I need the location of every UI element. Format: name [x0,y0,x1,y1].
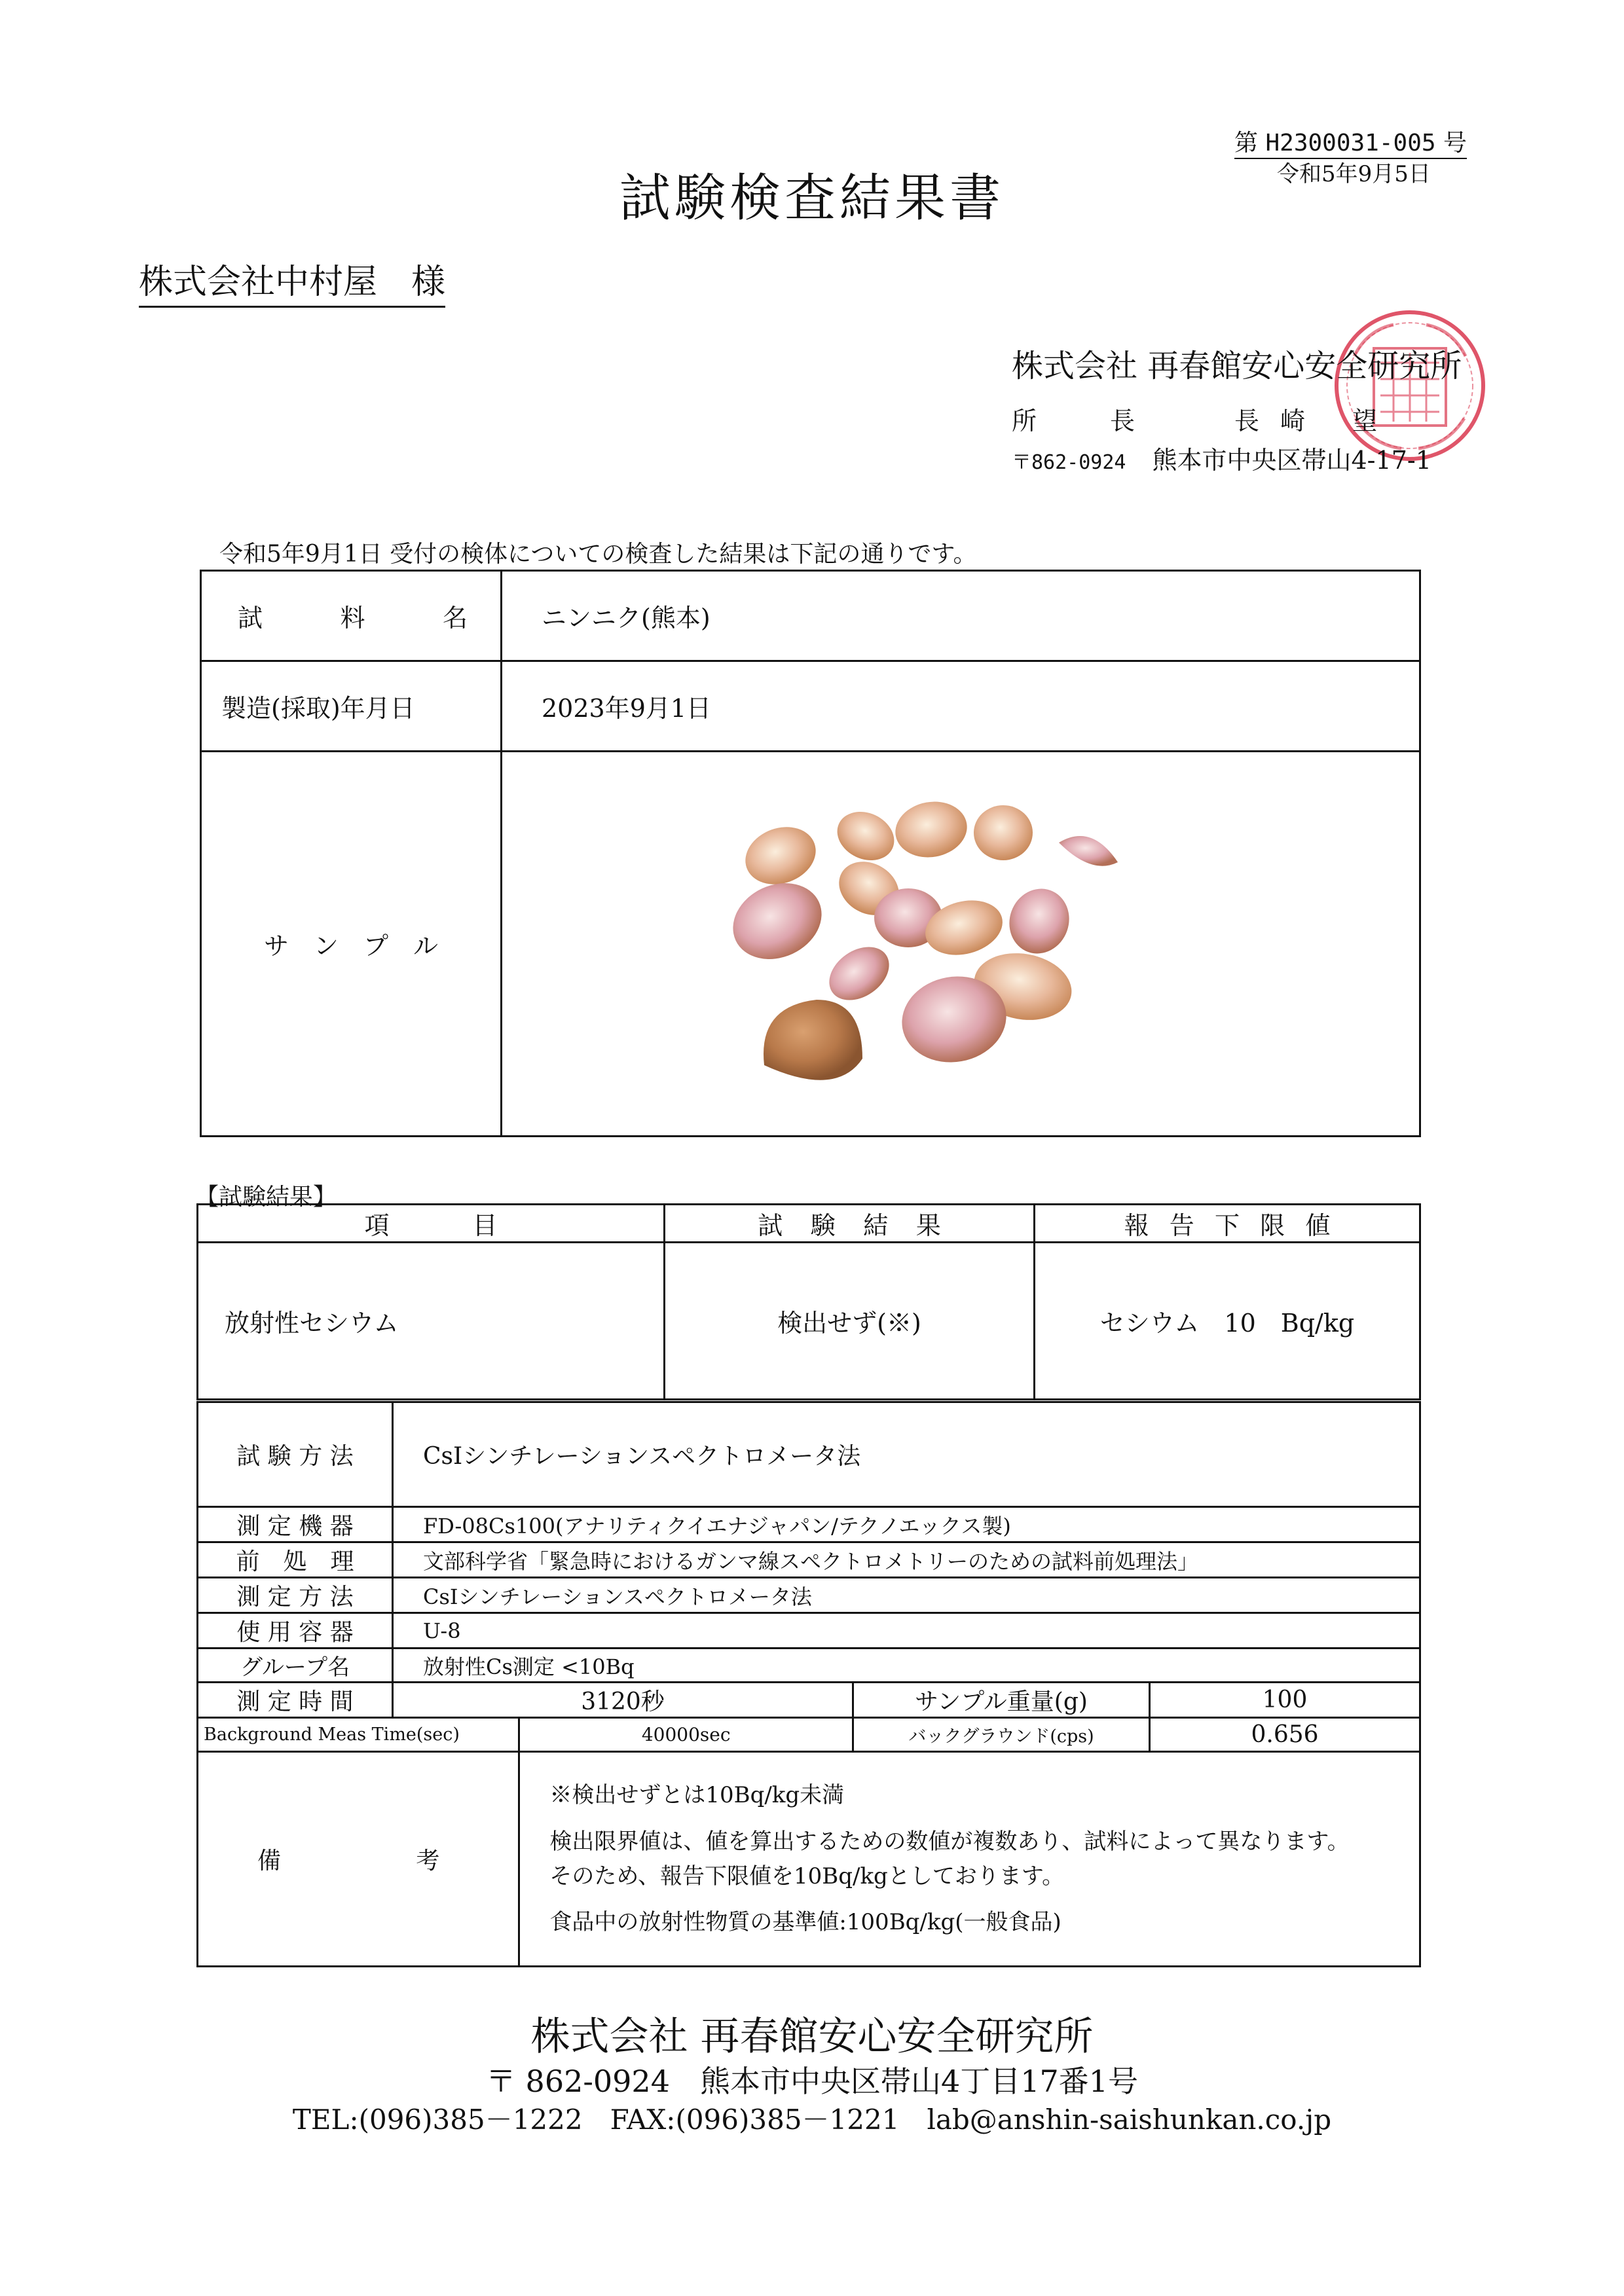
weight-label: サンプル重量(g) [853,1683,1150,1718]
remarks-label [198,1752,519,1967]
sample-date-row [201,661,1420,752]
time-label: 測 定 時 間 [198,1683,393,1718]
remark-line: 食品中の放射性物質の基準値:100Bq/kg(一般食品) [549,1909,1061,1936]
recipient: 株式会社中村屋 様 [139,254,445,308]
header-item [198,1205,665,1243]
doc-number-value: H2300031-005 [1265,130,1436,156]
label-char: 料 [340,604,365,632]
remark-line: 検出限界値は、値を算出するための数値が複数あり、試料によって異なります。 [549,1828,1350,1855]
director-line [1012,401,1377,437]
remarks-label-char: 備 [257,1848,282,1874]
sample-name-value: ニンニク(熊本) [502,571,1420,661]
header-char: 結 [863,1211,889,1240]
issue-date: 令和5年9月5日 [1277,161,1431,187]
label-char: プ [363,932,388,960]
director-name-char: 長 [1234,407,1260,435]
header-char: 項 [364,1211,390,1240]
header-char: 限 [1260,1211,1285,1240]
test-method-row [198,1402,1420,1507]
sample-photo-label [201,752,502,1137]
header-char: 報 [1124,1211,1149,1240]
remark-line: そのため、報告下限値を10Bq/kgとしております。 [549,1863,1065,1889]
intro-sentence: 令和5年9月1日 受付の検体についての検査した結果は下記の通りです。 [219,541,977,568]
footer-address: 〒 862-0924 熊本市中央区帯山4丁目17番1号 [485,2064,1139,2099]
label-char: ン [313,932,339,960]
bg-value: 0.656 [1150,1718,1420,1752]
details-table [196,1401,1421,1967]
group-label: グループ名 [198,1649,393,1683]
director-title-char: 長 [1110,407,1135,435]
issuer-address [1012,440,1431,476]
method-label: 測 定 方 法 [198,1578,393,1613]
test-method-value: CsIシンチレーションスペクトロメータ法 [393,1402,1420,1507]
label-char: 名 [442,604,468,632]
weight-value: 100 [1150,1683,1420,1718]
garlic-photo-icon [502,757,1419,1131]
sample-date-label: 製造(採取)年月日 [201,661,502,752]
method-row [198,1578,1420,1613]
document-number [1234,124,1467,158]
remarks-row [198,1752,1420,1967]
footer-company: 株式会社 再春館安心安全研究所 [530,2014,1094,2060]
footer-contact: TEL:(096)385－1222 FAX:(096)385－1221 lab@anshin-saishunkan.co.jp [292,2104,1332,2136]
sample-table [200,570,1421,1137]
sample-date-value: 2023年9月1日 [502,661,1420,752]
sample-name-label [201,571,502,661]
label-char: 試 [238,604,263,632]
container-value: U-8 [393,1613,1420,1649]
pretreatment-label: 前 処 理 [198,1542,393,1578]
header-limit [1035,1205,1420,1243]
remarks-content [519,1752,1420,1967]
sample-photo-cell [502,752,1420,1137]
pretreatment-row [198,1542,1420,1578]
remarks-label-char: 考 [416,1848,440,1874]
container-label: 使 用 容 器 [198,1613,393,1649]
background-row [198,1718,1420,1752]
pretreatment-value: 文部科学省「緊急時におけるガンマ線スペクトロメトリーのための試料前処理法」 [393,1542,1420,1578]
time-row [198,1683,1420,1718]
issuer-street-address: 熊本市中央区帯山4-17-1 [1152,446,1431,475]
label-char: ル [413,932,438,960]
results-table [196,1203,1421,1400]
sample-name-row [201,571,1420,661]
header-result [665,1205,1035,1243]
method-value: CsIシンチレーションスペクトロメータ法 [393,1578,1420,1613]
instrument-value: FD-08Cs100(アナリティクイエナジャパン/テクノエックス製) [393,1507,1420,1542]
doc-number-suffix: 号 [1443,130,1467,156]
issuer-company: 株式会社 再春館安心安全研究所 [1012,348,1462,384]
remark-line: ※検出せずとは10Bq/kg未満 [549,1782,845,1809]
header-char: 果 [915,1211,941,1240]
director-title-char: 所 [1012,407,1037,435]
director-name-char: 崎 [1280,407,1306,435]
header-char: 試 [758,1211,783,1240]
results-value-row [198,1243,1420,1400]
header-char: 目 [472,1211,498,1240]
time-value: 3120秒 [393,1683,853,1718]
results-header-row [198,1205,1420,1243]
director-name-char: 望 [1352,407,1378,435]
issuer-postal-code: 〒862-0924 [1012,451,1126,474]
header-char: 値 [1305,1211,1331,1240]
instrument-row [198,1507,1420,1542]
group-value: 放射性Cs測定 <10Bq [393,1649,1420,1683]
header-char: 告 [1169,1211,1194,1240]
bg-time-value: 40000sec [519,1718,853,1752]
instrument-label: 測 定 機 器 [198,1507,393,1542]
header-char: 下 [1214,1211,1240,1240]
test-method-label: 試 験 方 法 [198,1402,393,1507]
bg-label: バックグラウンド(cps) [853,1718,1150,1752]
results-section-label: 【試験結果】 [195,1184,337,1211]
result-value: 検出せず(※) [665,1243,1035,1400]
document-title: 試験検査結果書 [619,169,1005,228]
header-char: 験 [810,1211,836,1240]
bg-time-label: Background Meas Time(sec) [198,1718,519,1752]
sample-photo-row [201,752,1420,1137]
container-row [198,1613,1420,1649]
result-limit: セシウム 10 Bq/kg [1035,1243,1420,1400]
label-char: サ [264,932,289,960]
doc-number-prefix: 第 [1234,130,1259,156]
result-item: 放射性セシウム [198,1243,665,1400]
group-row [198,1649,1420,1683]
